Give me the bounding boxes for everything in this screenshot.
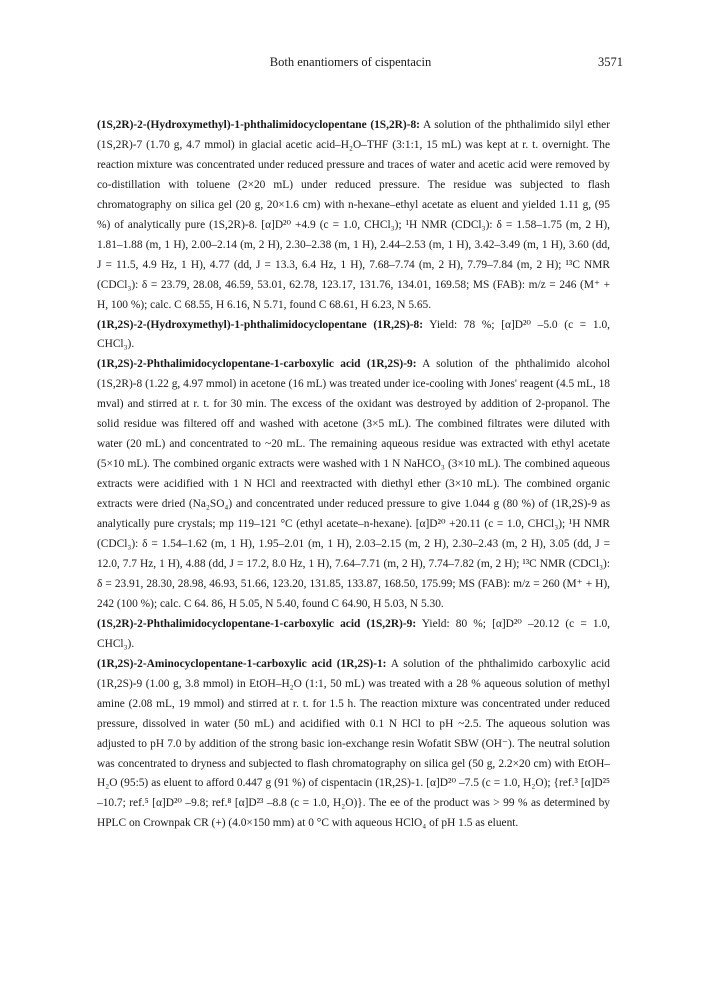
- paragraph-carboxylic-acid-1r2s: [97, 355, 610, 614]
- experimental-section: [97, 116, 610, 834]
- paragraph-body: A solution of the phthalimido carboxylic acid (1R,2S)-9 (1.00 g, 3.8 mmol) in EtOH–H₂O (1:1, 50 mL) was treated with a 28 % aqueous solution of methyl amine (2.08 mL, 19 mmol) and stirred at r. t. for 1.5 h. The reaction mixture was concentrated under reduced pressure, dissolved in water (50 mL) and acidified with 0.1 N HCl to pH ~2.5. The aqueous solution was adjusted to pH 7.0 by addition of the strong basic ion-exchange resin Wofatit SBW (OH⁻). The neutral solution was concentrated to dryness and subjected to flash chromatography on silica gel (50 g, 2.2×20 cm) with EtOH–H₂O (95:5) as eluent to afford 0.447 g (91 %) of cispentacin (1R,2S)-1. [α]D²⁰ –7.5 (c = 1.0, H₂O); {ref.³ [α]D²⁵ –10.7; ref.⁵ [α]D²⁰ –9.8; ref.⁸ [α]D²³ –8.8 (c = 1.0, H₂O)}. The ee of the product was > 99 % as determined by HPLC on Crownpak CR (+) (4.0×150 mm) at 0 °C with aqueous HClO₄ of pH 1.5 as eluent.: [97, 657, 611, 830]
- paragraph-carboxylic-acid-1s2r: [97, 615, 610, 655]
- paragraph-hydroxymethyl-1s2r: [97, 116, 610, 316]
- compound-heading: (1R,2S)-2-Aminocyclopentane-1-carboxylic acid (1R,2S)-1:: [97, 657, 387, 670]
- paragraph-body: A solution of the phthalimido alcohol (1S,2R)-8 (1.22 g, 4.97 mmol) in acetone (16 mL) was treated under ice-cooling with Jones' reagent (4.5 mL, 18 mval) and stirred at r. t. for 30 min. The excess of the oxidant was destroyed by addition of 2-propanol. The solid residue was filtered off and washed with acetone (3×5 mL). The combined filtrates were diluted with water (20 mL) and concentrated to ~20 mL. The remaining aqueous residue was extracted with ethyl acetate (5×10 mL). The combined organic extracts were washed with 1 N NaHCO₃ (3×10 mL). The combined aqueous extracts were acidified with 1 N HCl and reextracted with diethyl ether (3×10 mL). The combined organic extracts were dried (Na₂SO₄) and concentrated under reduced pressure to give 1.044 g (80 %) of (1R,2S)-9 as analytically pure crystals; mp 119–121 °C (ethyl acetate–n-hexane). [α]D²⁰ +20.11 (c = 1.0, CHCl₃); ¹H NMR (CDCl₃): δ = 1.54–1.62 (m, 1 H), 1.95–2.01 (m, 1 H), 2.03–2.15 (m, 2 H), 2.30–2.43 (m, 2 H), 3.05 (dd, J = 12.0, 7.7 Hz, 1 H), 4.88 (dd, J = 17.2, 8.0 Hz, 1 H), 7.64–7.71 (m, 2 H), 7.74–7.82 (m, 2 H); ¹³C NMR (CDCl₃): δ = 23.91, 28.30, 28.98, 46.93, 51.66, 123.20, 131.85, 133.87, 168.50, 175.99; MS (FAB): m/z = 260 (M⁺ + H), 242 (100 %); calc. C 64. 86, H 5.05, N 5.40, found C 64.90, H 5.03, N 5.30.: [97, 358, 610, 610]
- paragraph-body: Yield: 80 %; [α]D²⁰ –20.12 (c = 1.0, CHCl₃).: [97, 617, 610, 650]
- page-header: [0, 55, 701, 75]
- paragraph-hydroxymethyl-1r2s: [97, 316, 610, 356]
- compound-heading: (1S,2R)-2-Phthalimidocyclopentane-1-carboxylic acid (1S,2R)-9:: [97, 617, 417, 630]
- paragraph-body: Yield: 78 %; [α]D²⁰ –5.0 (c = 1.0, CHCl₃).: [97, 318, 610, 351]
- paragraph-body: A solution of the phthalimido silyl ether (1S,2R)-7 (1.70 g, 4.7 mmol) in glacial acetic acid–H₂O–THF (3:1:1, 15 mL) was kept at r. t. overnight. The reaction mixture was concentrated under reduced pressure and traces of water and acetic acid were removed by co-distillation with toluene (2×20 mL) under reduced pressure. The residue was subjected to flash chromatography on silica gel (20 g, 20×1.6 cm) with n-hexane–ethyl acetate as eluent and yielded 1.11 g, (95 %) of analytically pure (1S,2R)-8. [α]D²⁰ +4.9 (c = 1.0, CHCl₃); ¹H NMR (CDCl₃): δ = 1.58–1.75 (m, 2 H), 1.81–1.88 (m, 1 H), 2.00–2.14 (m, 2 H), 2.30–2.38 (m, 1 H), 2.44–2.53 (m, 1 H), 3.42–3.49 (m, 1 H), 3.60 (dd, J = 11.5, 4.9 Hz, 1 H), 4.77 (dd, J = 13.3, 6.4 Hz, 1 H), 7.68–7.74 (m, 2 H), 7.79–7.84 (m, 2 H); ¹³C NMR (CDCl₃): δ = 23.79, 28.08, 46.59, 53.01, 62.78, 123.17, 131.76, 134.01, 169.58; MS (FAB): m/z = 246 (M⁺ + H, 100 %); calc. C 68.55, H 6.16, N 5.71, found C 68.61, H 6.23, N 5.65.: [97, 119, 611, 311]
- compound-heading: (1R,2S)-2-Phthalimidocyclopentane-1-carboxylic acid (1R,2S)-9:: [97, 358, 417, 371]
- compound-heading: (1S,2R)-2-(Hydroxymethyl)-1-phthalimidocyclopentane (1S,2R)-8:: [97, 119, 420, 131]
- compound-heading: (1R,2S)-2-(Hydroxymethyl)-1-phthalimidocyclopentane (1R,2S)-8:: [97, 318, 424, 331]
- page-number: 3571: [598, 55, 623, 69]
- paragraph-cispentacin: [97, 655, 610, 835]
- running-title: Both enantiomers of cispentacin: [269, 55, 432, 69]
